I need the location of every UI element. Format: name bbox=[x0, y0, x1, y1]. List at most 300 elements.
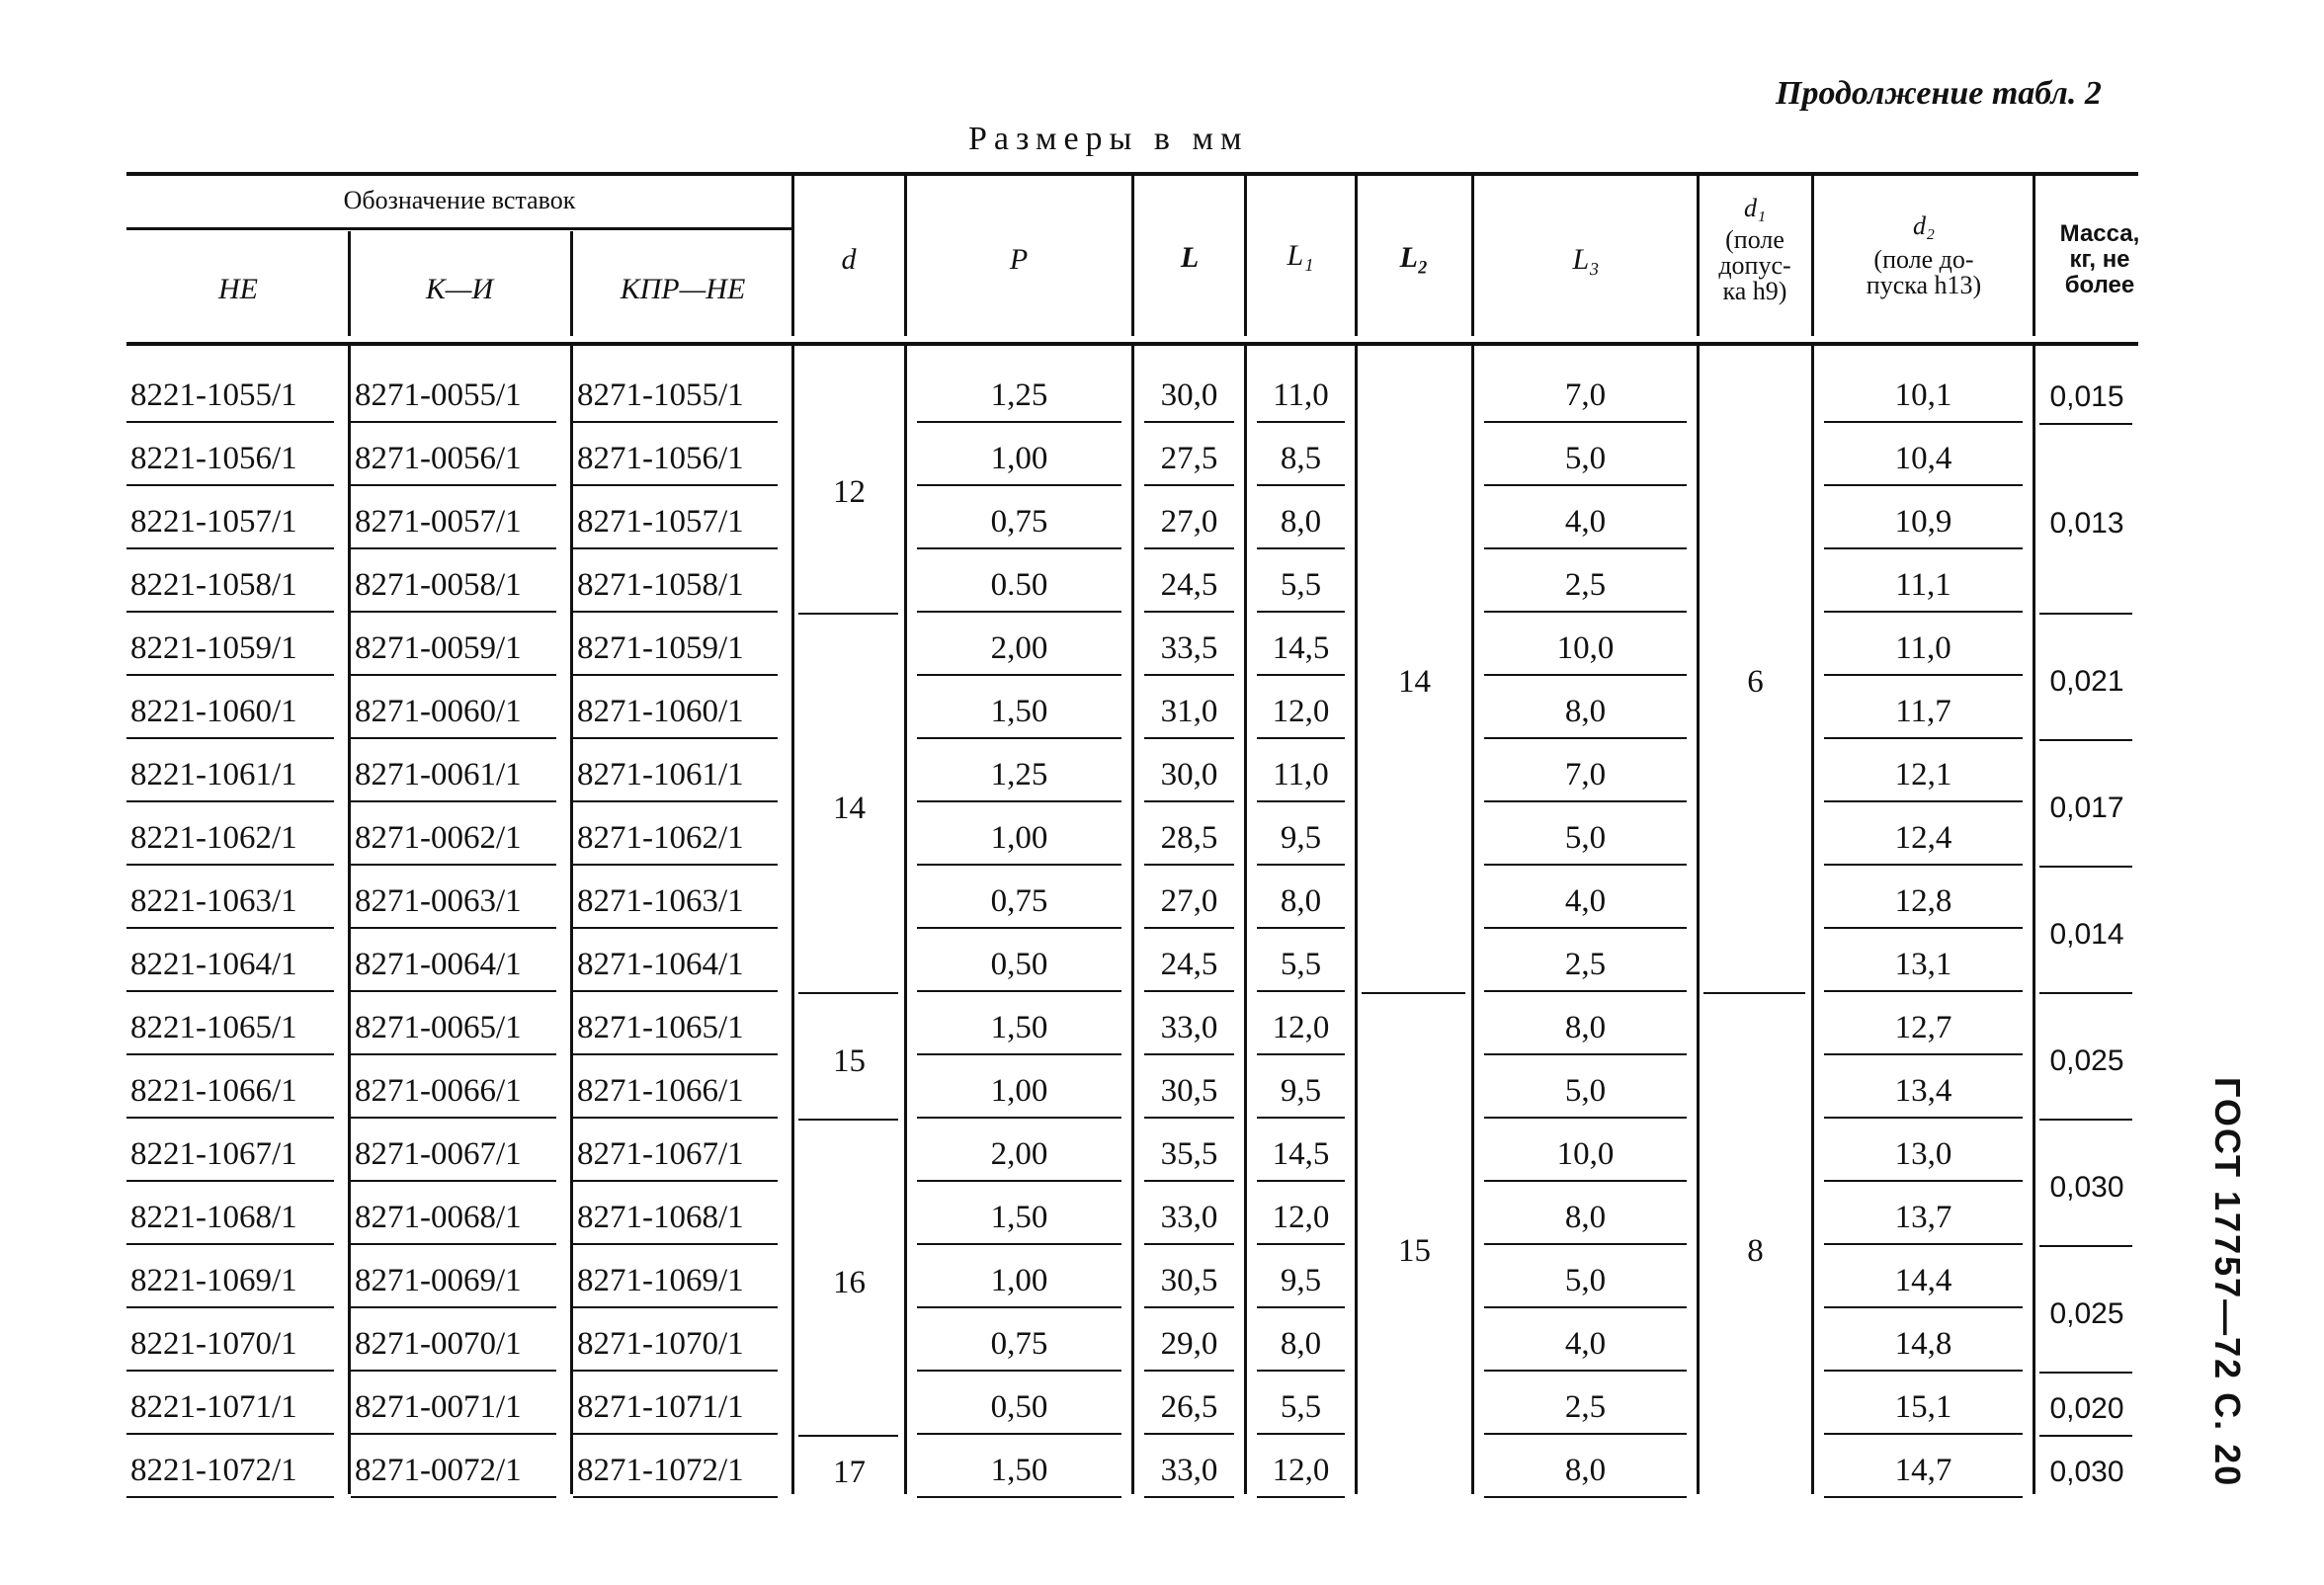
cell-underline-ne bbox=[126, 927, 334, 929]
cell-underline-l1 bbox=[1257, 800, 1345, 802]
header-d2-note-2: пуска h13) bbox=[1866, 271, 1982, 299]
cell-l1: 8,0 bbox=[1280, 883, 1322, 919]
cell-underline-l3 bbox=[1484, 990, 1687, 992]
cell-d2: 14,8 bbox=[1894, 1326, 1952, 1362]
cell-mass-rule bbox=[2039, 423, 2132, 425]
header-sep-l3 bbox=[1697, 176, 1700, 336]
cell-l1: 5,5 bbox=[1280, 1389, 1322, 1425]
cell-underline-l bbox=[1144, 547, 1234, 549]
cell-kprne: 8271-1066/1 bbox=[577, 1073, 744, 1109]
cell-underline-d2 bbox=[1824, 1117, 2023, 1119]
cell-underline-l1 bbox=[1257, 611, 1345, 613]
cell-underline-l bbox=[1144, 800, 1234, 802]
cell-l3: 2,5 bbox=[1564, 947, 1607, 982]
cell-d2: 14,4 bbox=[1894, 1263, 1952, 1298]
cell-underline-l1 bbox=[1257, 1306, 1345, 1308]
cell-underline-p bbox=[917, 611, 1121, 613]
cell-underline-l bbox=[1144, 737, 1234, 739]
cell-ki: 8271-0072/1 bbox=[355, 1453, 522, 1488]
cell-d2: 12,7 bbox=[1894, 1010, 1952, 1045]
cell-underline-l1 bbox=[1257, 864, 1345, 866]
cell-underline-l bbox=[1144, 1370, 1234, 1372]
cell-d1: 6 bbox=[1747, 664, 1764, 700]
cell-l1: 14,5 bbox=[1272, 630, 1330, 666]
cell-ne: 8221-1071/1 bbox=[130, 1389, 297, 1425]
header-mass-3: более bbox=[2064, 272, 2135, 298]
cell-underline-l bbox=[1144, 1053, 1234, 1055]
cell-underline-l bbox=[1144, 484, 1234, 486]
cell-kprne: 8271-1070/1 bbox=[577, 1326, 744, 1362]
cell-underline-ne bbox=[126, 737, 334, 739]
cell-underline-ki bbox=[351, 1180, 556, 1182]
cell-underline-d2 bbox=[1824, 800, 2023, 802]
header-d1-note-1: (поле bbox=[1725, 225, 1784, 254]
cell-ki: 8271-0066/1 bbox=[355, 1073, 522, 1109]
cell-l3: 8,0 bbox=[1564, 1010, 1607, 1045]
cell-underline-l1 bbox=[1257, 484, 1345, 486]
cell-p: 0,75 bbox=[990, 504, 1048, 540]
cell-mass: 0,025 bbox=[2049, 1297, 2124, 1330]
cell-underline-l3 bbox=[1484, 674, 1687, 676]
cell-underline-l3 bbox=[1484, 1180, 1687, 1182]
cell-underline-d2 bbox=[1824, 1370, 2023, 1372]
cell-underline-p bbox=[917, 1243, 1121, 1245]
cell-l3: 4,0 bbox=[1564, 883, 1607, 919]
cell-p: 1,25 bbox=[990, 757, 1048, 792]
header-sep-d bbox=[904, 176, 907, 336]
cell-underline-l3 bbox=[1484, 1433, 1687, 1435]
cell-kprne: 8271-1071/1 bbox=[577, 1389, 744, 1425]
cell-l3: 5,0 bbox=[1564, 820, 1607, 856]
cell-d-rule bbox=[798, 992, 898, 994]
cell-underline-d2 bbox=[1824, 547, 2023, 549]
cell-l3: 8,0 bbox=[1564, 1453, 1607, 1488]
cell-p: 1,25 bbox=[990, 377, 1048, 413]
cell-mass: 0,030 bbox=[2049, 1456, 2124, 1488]
cell-kprne: 8271-1072/1 bbox=[577, 1453, 744, 1488]
cell-underline-d2 bbox=[1824, 864, 2023, 866]
cell-underline-p bbox=[917, 737, 1121, 739]
column-separator-ki bbox=[348, 346, 351, 1494]
cell-d-rule bbox=[798, 1119, 898, 1121]
cell-underline-ne bbox=[126, 1180, 334, 1182]
cell-underline-l bbox=[1144, 1496, 1234, 1498]
cell-l1: 5,5 bbox=[1280, 947, 1322, 982]
column-separator-kprne bbox=[570, 346, 573, 1494]
cell-underline-ki bbox=[351, 547, 556, 549]
header-mass-1: Масса, bbox=[2059, 220, 2140, 247]
cell-l1: 8,5 bbox=[1280, 441, 1322, 476]
cell-underline-ki bbox=[351, 1117, 556, 1119]
cell-ne: 8221-1063/1 bbox=[130, 883, 297, 919]
cell-ki: 8271-0056/1 bbox=[355, 441, 522, 476]
cell-underline-kprne bbox=[573, 990, 778, 992]
cell-underline-ne bbox=[126, 1053, 334, 1055]
cell-underline-l3 bbox=[1484, 800, 1687, 802]
cell-mass-rule bbox=[2039, 613, 2132, 615]
cell-underline-l1 bbox=[1257, 547, 1345, 549]
cell-d2: 13,4 bbox=[1894, 1073, 1952, 1109]
cell-underline-ne bbox=[126, 1243, 334, 1245]
cell-l: 33,0 bbox=[1160, 1010, 1218, 1045]
cell-underline-l1 bbox=[1257, 990, 1345, 992]
cell-l3: 2,5 bbox=[1564, 1389, 1607, 1425]
cell-l3: 8,0 bbox=[1564, 694, 1607, 729]
header-d1: d₁ bbox=[1743, 194, 1767, 222]
cell-underline-l bbox=[1144, 864, 1234, 866]
cell-underline-l3 bbox=[1484, 611, 1687, 613]
cell-kprne: 8271-1057/1 bbox=[577, 504, 744, 540]
cell-ne: 8221-1062/1 bbox=[130, 820, 297, 856]
cell-mass: 0,020 bbox=[2049, 1392, 2124, 1425]
cell-d1: 8 bbox=[1747, 1233, 1764, 1269]
cell-underline-ki bbox=[351, 864, 556, 866]
cell-ki: 8271-0064/1 bbox=[355, 947, 522, 982]
cell-l1: 8,0 bbox=[1280, 504, 1322, 540]
cell-l1: 9,5 bbox=[1280, 1263, 1322, 1298]
cell-d: 14 bbox=[833, 791, 866, 826]
header-l1: L₁ bbox=[1286, 239, 1314, 272]
cell-underline-kprne bbox=[573, 1053, 778, 1055]
cell-kprne: 8271-1068/1 bbox=[577, 1200, 744, 1235]
cell-d: 15 bbox=[833, 1043, 866, 1079]
cell-underline-p bbox=[917, 990, 1121, 992]
cell-kprne: 8271-1055/1 bbox=[577, 377, 744, 413]
cell-kprne: 8271-1069/1 bbox=[577, 1263, 744, 1298]
cell-underline-p bbox=[917, 1496, 1121, 1498]
header-kprne: КПР—НЕ bbox=[620, 273, 746, 305]
cell-underline-ki bbox=[351, 1496, 556, 1498]
cell-underline-ne bbox=[126, 990, 334, 992]
cell-kprne: 8271-1063/1 bbox=[577, 883, 744, 919]
standard-side-label: ГОСТ 17757—72 С. 20 bbox=[2207, 1077, 2248, 1488]
cell-underline-l1 bbox=[1257, 1243, 1345, 1245]
cell-l3: 5,0 bbox=[1564, 441, 1607, 476]
cell-kprne: 8271-1064/1 bbox=[577, 947, 744, 982]
header-sep-kprne bbox=[791, 176, 794, 336]
cell-kprne: 8271-1065/1 bbox=[577, 1010, 744, 1045]
cell-p: 2,00 bbox=[990, 1136, 1048, 1172]
cell-underline-p bbox=[917, 1053, 1121, 1055]
cell-underline-l3 bbox=[1484, 737, 1687, 739]
cell-underline-d2 bbox=[1824, 1180, 2023, 1182]
cell-d: 17 bbox=[833, 1455, 866, 1490]
cell-underline-l bbox=[1144, 674, 1234, 676]
cell-underline-d2 bbox=[1824, 990, 2023, 992]
cell-underline-l1 bbox=[1257, 1433, 1345, 1435]
cell-underline-l3 bbox=[1484, 1243, 1687, 1245]
cell-underline-kprne bbox=[573, 1243, 778, 1245]
cell-ne: 8221-1066/1 bbox=[130, 1073, 297, 1109]
cell-underline-d2 bbox=[1824, 1433, 2023, 1435]
cell-ne: 8221-1065/1 bbox=[130, 1010, 297, 1045]
cell-underline-ki bbox=[351, 737, 556, 739]
cell-l1: 11,0 bbox=[1273, 757, 1329, 792]
cell-ne: 8221-1058/1 bbox=[130, 567, 297, 603]
cell-underline-l1 bbox=[1257, 1180, 1345, 1182]
cell-d2: 10,9 bbox=[1894, 504, 1952, 540]
table-continuation-caption: Продолжение табл. 2 bbox=[1776, 75, 2102, 112]
cell-l: 33,5 bbox=[1160, 630, 1218, 666]
cell-ki: 8271-0058/1 bbox=[355, 567, 522, 603]
cell-p: 1,50 bbox=[990, 1453, 1048, 1488]
cell-l3: 5,0 bbox=[1564, 1073, 1607, 1109]
cell-ki: 8271-0071/1 bbox=[355, 1389, 522, 1425]
cell-p: 1,00 bbox=[990, 820, 1048, 856]
cell-underline-p bbox=[917, 1117, 1121, 1119]
cell-l: 28,5 bbox=[1160, 820, 1218, 856]
cell-underline-l3 bbox=[1484, 1496, 1687, 1498]
cell-underline-ki bbox=[351, 1370, 556, 1372]
cell-underline-ne bbox=[126, 864, 334, 866]
cell-underline-ki bbox=[351, 611, 556, 613]
cell-underline-l1 bbox=[1257, 1117, 1345, 1119]
cell-mass-rule bbox=[2039, 1435, 2132, 1437]
cell-l: 30,5 bbox=[1160, 1073, 1218, 1109]
cell-underline-kprne bbox=[573, 864, 778, 866]
cell-kprne: 8271-1059/1 bbox=[577, 630, 744, 666]
cell-l1: 12,0 bbox=[1272, 1200, 1330, 1235]
cell-underline-l bbox=[1144, 1180, 1234, 1182]
units-note: Размеры в мм bbox=[968, 121, 1249, 157]
cell-l2-rule bbox=[1362, 992, 1465, 994]
header-d2: d₂ bbox=[1912, 211, 1936, 240]
cell-mass: 0,017 bbox=[2049, 792, 2124, 824]
cell-underline-l3 bbox=[1484, 484, 1687, 486]
cell-ne: 8221-1057/1 bbox=[130, 504, 297, 540]
cell-ki: 8271-0065/1 bbox=[355, 1010, 522, 1045]
header-sep-ki bbox=[570, 231, 573, 336]
cell-ne: 8221-1061/1 bbox=[130, 757, 297, 792]
cell-underline-d2 bbox=[1824, 674, 2023, 676]
cell-underline-p bbox=[917, 421, 1121, 423]
cell-d2: 10,1 bbox=[1894, 377, 1952, 413]
cell-ki: 8271-0062/1 bbox=[355, 820, 522, 856]
cell-underline-p bbox=[917, 800, 1121, 802]
cell-ne: 8221-1064/1 bbox=[130, 947, 297, 982]
cell-kprne: 8271-1061/1 bbox=[577, 757, 744, 792]
cell-ki: 8271-0070/1 bbox=[355, 1326, 522, 1362]
cell-underline-kprne bbox=[573, 1306, 778, 1308]
header-l3: L₃ bbox=[1572, 243, 1600, 276]
cell-ne: 8221-1072/1 bbox=[130, 1453, 297, 1488]
cell-underline-d2 bbox=[1824, 927, 2023, 929]
cell-underline-l3 bbox=[1484, 1306, 1687, 1308]
cell-p: 2,00 bbox=[990, 630, 1048, 666]
cell-underline-l1 bbox=[1257, 674, 1345, 676]
cell-mass-rule bbox=[2039, 1119, 2132, 1121]
cell-mass-rule bbox=[2039, 739, 2132, 741]
cell-mass: 0,013 bbox=[2049, 507, 2124, 540]
header-ne: НЕ bbox=[218, 273, 258, 305]
cell-mass-rule bbox=[2039, 992, 2132, 994]
cell-underline-p bbox=[917, 1433, 1121, 1435]
cell-ki: 8271-0067/1 bbox=[355, 1136, 522, 1172]
cell-underline-l3 bbox=[1484, 927, 1687, 929]
cell-underline-ne bbox=[126, 484, 334, 486]
cell-underline-ki bbox=[351, 484, 556, 486]
cell-ne: 8221-1056/1 bbox=[130, 441, 297, 476]
header-sep-l1 bbox=[1355, 176, 1358, 336]
cell-underline-l1 bbox=[1257, 1370, 1345, 1372]
cell-l3: 2,5 bbox=[1564, 567, 1607, 603]
cell-underline-d2 bbox=[1824, 1243, 2023, 1245]
cell-underline-l3 bbox=[1484, 547, 1687, 549]
cell-ki: 8271-0061/1 bbox=[355, 757, 522, 792]
cell-d1-rule bbox=[1703, 992, 1805, 994]
cell-l1: 9,5 bbox=[1280, 820, 1322, 856]
header-d1-note-3: ка h9) bbox=[1722, 277, 1787, 305]
cell-underline-ki bbox=[351, 927, 556, 929]
cell-ki: 8271-0057/1 bbox=[355, 504, 522, 540]
cell-underline-ki bbox=[351, 1306, 556, 1308]
cell-underline-ne bbox=[126, 421, 334, 423]
cell-underline-kprne bbox=[573, 1180, 778, 1182]
cell-underline-l3 bbox=[1484, 864, 1687, 866]
cell-underline-l bbox=[1144, 1243, 1234, 1245]
cell-underline-l1 bbox=[1257, 927, 1345, 929]
cell-underline-p bbox=[917, 864, 1121, 866]
cell-underline-l bbox=[1144, 1433, 1234, 1435]
cell-l2: 15 bbox=[1398, 1233, 1431, 1269]
cell-p: 1,50 bbox=[990, 1200, 1048, 1235]
cell-underline-l3 bbox=[1484, 421, 1687, 423]
cell-d2: 13,0 bbox=[1894, 1136, 1952, 1172]
cell-underline-l3 bbox=[1484, 1053, 1687, 1055]
header-group-rule bbox=[126, 227, 792, 230]
cell-ki: 8271-0069/1 bbox=[355, 1263, 522, 1298]
cell-d2: 14,7 bbox=[1894, 1453, 1952, 1488]
cell-underline-p bbox=[917, 927, 1121, 929]
cell-underline-p bbox=[917, 484, 1121, 486]
cell-underline-d2 bbox=[1824, 737, 2023, 739]
cell-underline-kprne bbox=[573, 1496, 778, 1498]
cell-underline-ki bbox=[351, 1053, 556, 1055]
cell-underline-ki bbox=[351, 674, 556, 676]
cell-underline-l bbox=[1144, 1306, 1234, 1308]
header-sep-l bbox=[1244, 176, 1247, 336]
cell-l3: 7,0 bbox=[1564, 377, 1607, 413]
cell-kprne: 8271-1060/1 bbox=[577, 694, 744, 729]
header-sep-p bbox=[1131, 176, 1134, 336]
cell-underline-kprne bbox=[573, 547, 778, 549]
header-sep-d1 bbox=[1811, 176, 1814, 336]
cell-kprne: 8271-1056/1 bbox=[577, 441, 744, 476]
cell-ne: 8221-1069/1 bbox=[130, 1263, 297, 1298]
cell-l: 24,5 bbox=[1160, 947, 1218, 982]
header-group-designation: Обозначение вставок bbox=[343, 186, 576, 214]
cell-underline-p bbox=[917, 1370, 1121, 1372]
cell-underline-kprne bbox=[573, 1433, 778, 1435]
cell-p: 0.50 bbox=[990, 567, 1048, 603]
cell-d2: 12,1 bbox=[1894, 757, 1952, 792]
cell-underline-d2 bbox=[1824, 484, 2023, 486]
cell-l3: 8,0 bbox=[1564, 1200, 1607, 1235]
cell-d: 12 bbox=[833, 474, 866, 510]
cell-d-rule bbox=[798, 1435, 898, 1437]
cell-ki: 8271-0060/1 bbox=[355, 694, 522, 729]
cell-underline-kprne bbox=[573, 737, 778, 739]
cell-l2: 14 bbox=[1398, 664, 1431, 700]
cell-underline-kprne bbox=[573, 800, 778, 802]
cell-ne: 8221-1067/1 bbox=[130, 1136, 297, 1172]
cell-l3: 10,0 bbox=[1556, 1136, 1615, 1172]
cell-d2: 12,4 bbox=[1894, 820, 1952, 856]
cell-underline-ne bbox=[126, 800, 334, 802]
cell-p: 1,50 bbox=[990, 1010, 1048, 1045]
cell-d2: 12,8 bbox=[1894, 883, 1952, 919]
cell-l: 30,0 bbox=[1160, 377, 1218, 413]
cell-p: 1,00 bbox=[990, 1263, 1048, 1298]
header-l: L bbox=[1180, 241, 1200, 274]
cell-underline-ne bbox=[126, 547, 334, 549]
header-sep-ne bbox=[348, 231, 351, 336]
cell-l: 26,5 bbox=[1160, 1389, 1218, 1425]
cell-ne: 8221-1055/1 bbox=[130, 377, 297, 413]
header-l2: L₂ bbox=[1399, 241, 1429, 274]
header-d1-note-2: допус- bbox=[1718, 251, 1791, 280]
cell-d2: 15,1 bbox=[1894, 1389, 1952, 1425]
cell-l: 33,0 bbox=[1160, 1200, 1218, 1235]
cell-kprne: 8271-1062/1 bbox=[577, 820, 744, 856]
cell-underline-kprne bbox=[573, 421, 778, 423]
cell-l1: 9,5 bbox=[1280, 1073, 1322, 1109]
cell-l: 35,5 bbox=[1160, 1136, 1218, 1172]
cell-underline-d2 bbox=[1824, 1053, 2023, 1055]
cell-underline-l bbox=[1144, 990, 1234, 992]
cell-underline-d2 bbox=[1824, 1496, 2023, 1498]
cell-underline-p bbox=[917, 674, 1121, 676]
cell-underline-ne bbox=[126, 1496, 334, 1498]
cell-underline-ne bbox=[126, 1370, 334, 1372]
cell-underline-ki bbox=[351, 1433, 556, 1435]
header-sep-l2 bbox=[1471, 176, 1474, 336]
cell-mass: 0,025 bbox=[2049, 1044, 2124, 1077]
cell-underline-l bbox=[1144, 421, 1234, 423]
cell-l3: 4,0 bbox=[1564, 1326, 1607, 1362]
cell-l3: 10,0 bbox=[1556, 630, 1615, 666]
cell-underline-kprne bbox=[573, 611, 778, 613]
cell-underline-l bbox=[1144, 611, 1234, 613]
cell-underline-ne bbox=[126, 1433, 334, 1435]
cell-underline-l bbox=[1144, 927, 1234, 929]
cell-underline-l3 bbox=[1484, 1117, 1687, 1119]
cell-underline-d2 bbox=[1824, 421, 2023, 423]
cell-ne: 8221-1059/1 bbox=[130, 630, 297, 666]
cell-d2: 11,1 bbox=[1895, 567, 1951, 603]
cell-l1: 5,5 bbox=[1280, 567, 1322, 603]
cell-d2: 10,4 bbox=[1894, 441, 1952, 476]
cell-ki: 8271-0068/1 bbox=[355, 1200, 522, 1235]
cell-l: 29,0 bbox=[1160, 1326, 1218, 1362]
cell-l1: 14,5 bbox=[1272, 1136, 1330, 1172]
cell-p: 0,50 bbox=[990, 947, 1048, 982]
cell-p: 1,00 bbox=[990, 441, 1048, 476]
cell-underline-kprne bbox=[573, 927, 778, 929]
cell-d2: 13,1 bbox=[1894, 947, 1952, 982]
cell-underline-p bbox=[917, 1306, 1121, 1308]
cell-d-rule bbox=[798, 613, 898, 615]
cell-underline-kprne bbox=[573, 674, 778, 676]
cell-ne: 8221-1070/1 bbox=[130, 1326, 297, 1362]
cell-l1: 12,0 bbox=[1272, 1010, 1330, 1045]
cell-l: 27,5 bbox=[1160, 441, 1218, 476]
cell-kprne: 8271-1067/1 bbox=[577, 1136, 744, 1172]
cell-underline-l3 bbox=[1484, 1370, 1687, 1372]
cell-l: 33,0 bbox=[1160, 1453, 1218, 1488]
cell-l: 27,0 bbox=[1160, 883, 1218, 919]
cell-d2: 11,7 bbox=[1895, 694, 1951, 729]
